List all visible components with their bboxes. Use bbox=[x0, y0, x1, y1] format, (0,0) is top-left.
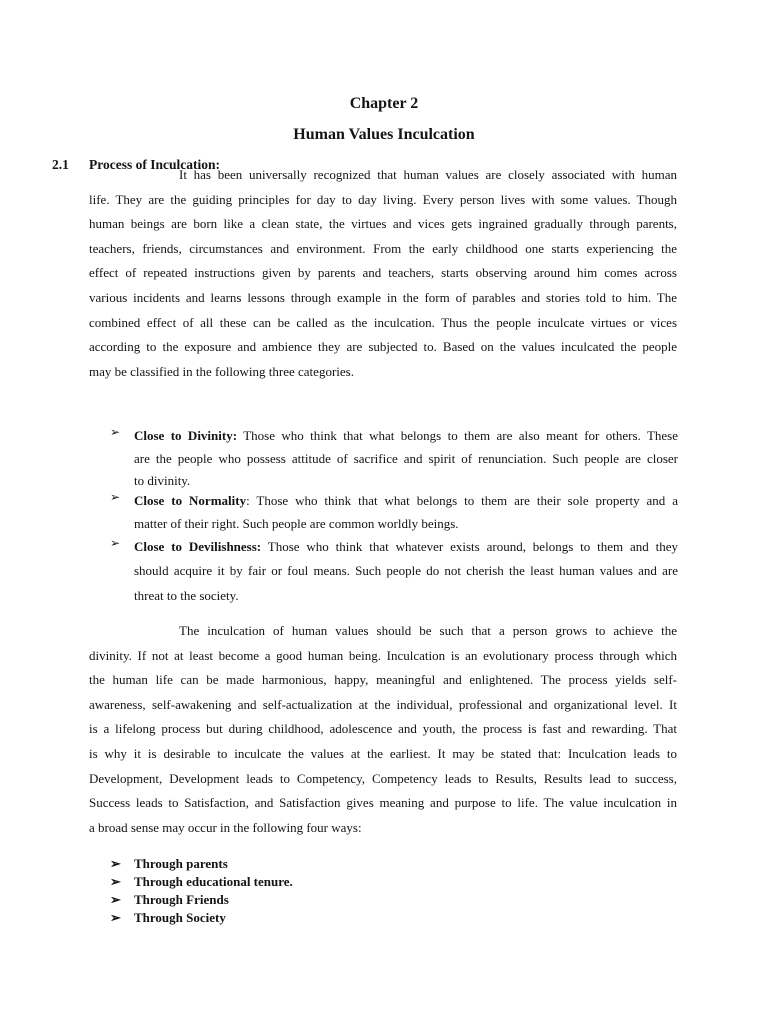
paragraph-line: is why it is desirable to inculcate the values at the earliest. It may be stated that: Inculcation leads to bbox=[89, 745, 677, 761]
section-number: 2.1 bbox=[52, 157, 69, 172]
chapter-number: Chapter 2 bbox=[349, 95, 419, 112]
category-line: are the people who possess attitude of sacrifice and spirit of renunciation. Such people are closer bbox=[134, 451, 678, 466]
category-list bbox=[108, 425, 678, 608]
category-line bbox=[134, 536, 678, 558]
category-text: Those who think that what belongs to them are also meant for others. These bbox=[237, 428, 678, 443]
ways-item-label: Through educational tenure. bbox=[134, 874, 293, 889]
ways-item-label: Through Friends bbox=[134, 892, 229, 907]
arrow-bullet-icon: ➢ bbox=[110, 490, 121, 504]
category-term: Close to Devilishness: bbox=[134, 539, 262, 554]
category-item-divinity bbox=[108, 425, 678, 490]
paragraph-line: the human life can be made harmonious, happy, meaningful and enlightened. The process yields self- bbox=[89, 672, 677, 688]
paragraph-1 bbox=[89, 163, 677, 384]
category-line: matter of their right. Such people are common worldly beings. bbox=[134, 516, 459, 531]
category-line bbox=[134, 425, 678, 447]
category-line: to divinity. bbox=[134, 473, 191, 488]
paragraph-line: It has been universally recognized that human values are closely associated with human bbox=[179, 167, 677, 182]
category-term: Close to Divinity: bbox=[134, 428, 238, 443]
paragraph-line: Development, Development leads to Competency, Competency leads to Results, Results lead to success, bbox=[89, 770, 677, 786]
ways-item bbox=[108, 873, 293, 891]
paragraph-line: according to the exposure and ambience they are subjected to. Based on the values inculcated the people bbox=[89, 339, 677, 355]
paragraph-line: divinity. If not at least become a good human being. Inculcation is an evolutionary process through which bbox=[89, 647, 677, 663]
paragraph-line: human beings are born like a clean state, the virtues and vices gets ingrained gradually through parents, bbox=[89, 216, 677, 232]
paragraph-line: a broad sense may occur in the following four ways: bbox=[89, 819, 362, 835]
chapter-title: Human Values Inculcation bbox=[293, 126, 475, 143]
category-text: : Those who think that what belongs to them are their sole property and a bbox=[246, 493, 678, 508]
category-text: Those who think that whatever exists around, belongs to them and they bbox=[261, 539, 678, 554]
category-term: Close to Normality bbox=[134, 493, 247, 508]
arrow-bullet-icon: ➢ bbox=[110, 892, 121, 907]
paragraph-2 bbox=[89, 619, 677, 840]
paragraph-line: life. They are the guiding principles for day to day living. Every person lives with some values. Though bbox=[89, 191, 677, 207]
paragraph-line: The inculcation of human values should be such that a person grows to achieve the bbox=[179, 623, 677, 638]
arrow-bullet-icon: ➢ bbox=[110, 910, 121, 925]
paragraph-line: Success leads to Satisfaction, and Satisfaction gives meaning and purpose to life. The value inculcation in bbox=[89, 795, 677, 811]
arrow-bullet-icon: ➢ bbox=[110, 536, 121, 550]
paragraph-line: combined effect of all these can be called as the inculcation. Thus the people inculcate virtues or vices bbox=[89, 314, 677, 330]
ways-item-label: Through parents bbox=[134, 856, 228, 871]
ways-item-label: Through Society bbox=[134, 910, 226, 925]
arrow-bullet-icon: ➢ bbox=[110, 874, 121, 889]
category-line: should acquire it by fair or foul means. Such people do not cherish the least human values and are bbox=[134, 563, 678, 578]
arrow-bullet-icon: ➢ bbox=[110, 856, 121, 871]
ways-list bbox=[108, 855, 293, 927]
category-line: threat to the society. bbox=[134, 588, 239, 603]
category-item-devilishness bbox=[108, 536, 678, 608]
category-item-normality bbox=[108, 490, 678, 536]
paragraph-line: teachers, friends, circumstances and environment. From the early childhood one starts experiencing the bbox=[89, 240, 677, 256]
section-title: Process of Inculcation: bbox=[89, 157, 220, 172]
paragraph-line: various incidents and learns lessons through example in the form of parables and stories told to him. The bbox=[89, 289, 677, 305]
paragraph-line: is a lifelong process but during childhood, adolescence and youth, the process is fast and rewarding. That bbox=[89, 721, 677, 737]
paragraph-line: may be classified in the following three categories. bbox=[89, 363, 354, 379]
paragraph-line: effect of repeated instructions given by parents and teachers, starts observing around him comes across bbox=[89, 265, 677, 281]
ways-item bbox=[108, 891, 293, 909]
paragraph-line: awareness, self-awakening and self-actualization at the individual, professional and organizational level. It bbox=[89, 696, 677, 712]
arrow-bullet-icon: ➢ bbox=[110, 425, 121, 439]
category-line bbox=[134, 490, 678, 512]
ways-item bbox=[108, 855, 293, 873]
ways-item bbox=[108, 909, 293, 927]
